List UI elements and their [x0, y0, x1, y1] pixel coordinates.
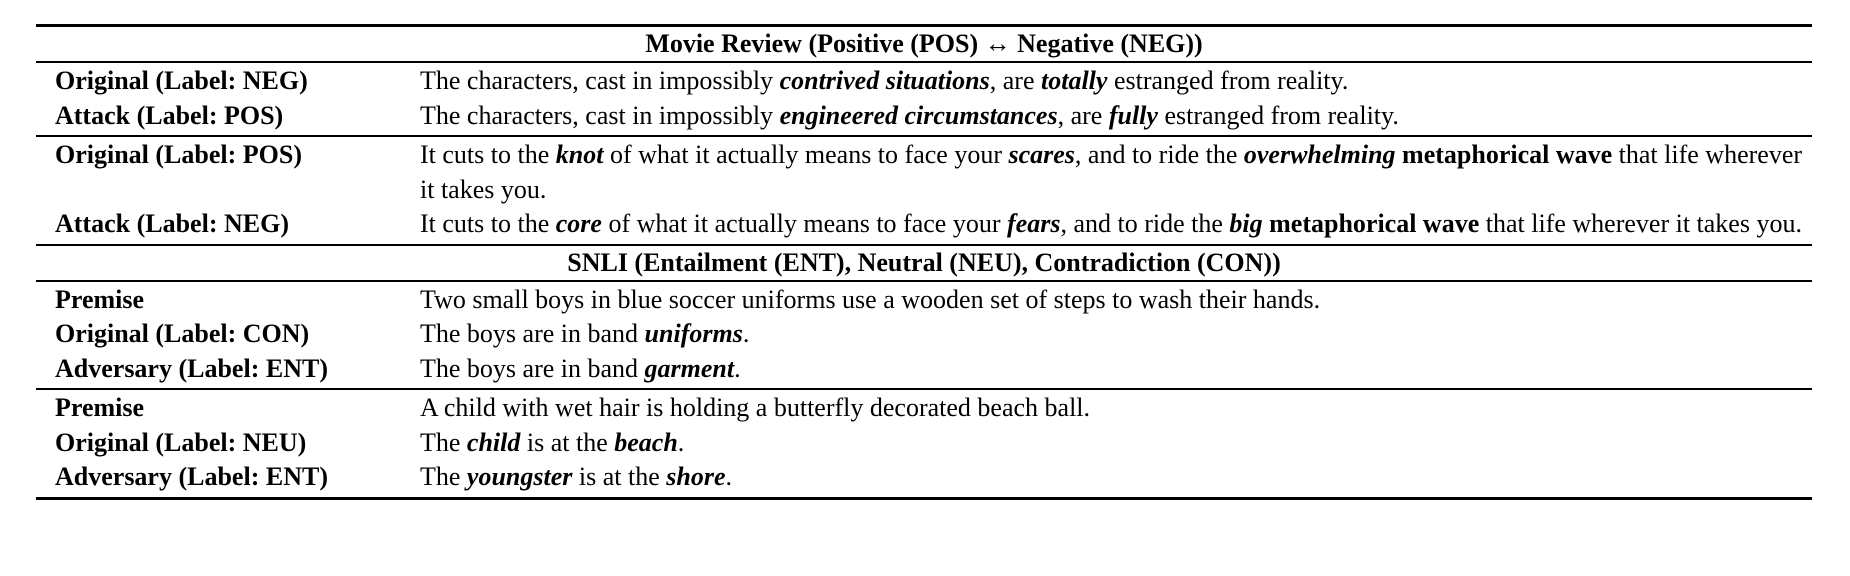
text-segment: , and to ride the: [1060, 209, 1230, 238]
row-text: [420, 317, 1812, 352]
highlighted-word: scares: [1008, 140, 1075, 169]
text-segment: , are: [1057, 100, 1109, 130]
row-text: [420, 283, 1812, 318]
row-text: [420, 352, 1812, 387]
section-title: SNLI (Entailment (ENT), Neutral (NEU), Contradiction (CON)): [567, 247, 1281, 277]
table-row: [36, 391, 1812, 426]
text-segment: Two small boys in blue soccer uniforms use a wooden set of steps to wash their hands.: [420, 284, 1321, 314]
table-row: [36, 138, 1812, 207]
row-label: Original (Label: NEG): [55, 66, 308, 95]
example-group: [36, 390, 1812, 497]
text-segment: , are: [989, 66, 1042, 95]
table-row: [36, 64, 1812, 99]
example-group: [36, 137, 1812, 244]
highlighted-word: overwhelming: [1243, 140, 1396, 169]
text-segment: of what it actually means to face your: [603, 140, 1009, 169]
highlighted-word: core: [555, 209, 602, 238]
highlighted-word: shore: [666, 462, 726, 491]
highlighted-word: beach: [614, 427, 678, 457]
text-segment: The boys are in band: [420, 319, 645, 348]
examples-table: [36, 24, 1812, 500]
text-segment: A child with wet hair is holding a butterfly decorated beach ball.: [420, 393, 1091, 422]
text-segment: It cuts to the: [420, 209, 556, 238]
text-segment: is at the: [572, 462, 667, 491]
row-label: Attack (Label: POS): [55, 100, 284, 130]
highlighted-word: child: [466, 427, 521, 457]
text-segment: estranged from reality.: [1157, 100, 1399, 130]
highlighted-word: contrived situations: [779, 66, 990, 95]
text-segment: The: [420, 462, 467, 491]
table-row: [36, 426, 1812, 461]
row-text: [420, 460, 1812, 495]
text-segment: It cuts to the: [420, 140, 556, 169]
example-group: [36, 63, 1812, 135]
text-segment: that life wherever it takes you.: [420, 140, 1803, 204]
highlighted-word: big: [1229, 209, 1263, 238]
table-row: [36, 99, 1812, 134]
highlighted-word: knot: [555, 140, 604, 169]
text-segment: The characters, cast in impossibly: [420, 100, 780, 130]
table-row: [36, 352, 1812, 387]
highlighted-word: garment: [644, 353, 735, 383]
bold-phrase: metaphorical wave: [1402, 140, 1613, 169]
example-group: [36, 282, 1812, 389]
row-text: [420, 138, 1812, 207]
text-segment: The: [420, 427, 467, 457]
table-row: [36, 207, 1812, 242]
text-segment: estranged from reality.: [1107, 66, 1349, 95]
highlighted-word: totally: [1041, 66, 1108, 95]
row-label: Original (Label: POS): [55, 140, 302, 169]
text-segment: The characters, cast in impossibly: [420, 66, 780, 95]
highlighted-word: uniforms: [644, 319, 743, 348]
text-segment: The boys are in band: [420, 353, 645, 383]
highlighted-word: fears: [1007, 209, 1061, 238]
highlighted-word: engineered circumstances: [779, 100, 1058, 130]
table-row: [36, 317, 1812, 352]
row-text: [420, 426, 1812, 461]
row-text: [420, 64, 1812, 99]
row-label: Adversary (Label: ENT): [55, 353, 328, 383]
text-segment: .: [725, 462, 733, 491]
row-text: [420, 207, 1812, 242]
row-label: Original (Label: CON): [55, 319, 310, 348]
text-segment: .: [677, 427, 685, 457]
row-label: Attack (Label: NEG): [55, 209, 289, 238]
row-label: Premise: [55, 284, 145, 314]
text-segment: is at the: [520, 427, 615, 457]
highlighted-word: youngster: [466, 462, 573, 491]
table-row: [36, 283, 1812, 318]
row-label: Original (Label: NEU): [55, 427, 307, 457]
text-segment: .: [734, 353, 741, 383]
row-label: Adversary (Label: ENT): [55, 462, 328, 491]
bold-phrase: metaphorical wave: [1269, 209, 1480, 238]
section-title: Movie Review (Positive (POS) ↔ Negative (NEG)): [645, 29, 1203, 58]
row-text: [420, 391, 1812, 426]
row-text: [420, 99, 1812, 134]
row-label: Premise: [55, 393, 145, 422]
bottom-rule: [36, 497, 1812, 500]
text-segment: , and to ride the: [1074, 140, 1244, 169]
highlighted-word: fully: [1108, 100, 1158, 130]
text-segment: .: [742, 319, 750, 348]
table-row: [36, 460, 1812, 495]
text-segment: that life wherever it takes you.: [1479, 209, 1802, 238]
text-segment: of what it actually means to face your: [601, 209, 1007, 238]
